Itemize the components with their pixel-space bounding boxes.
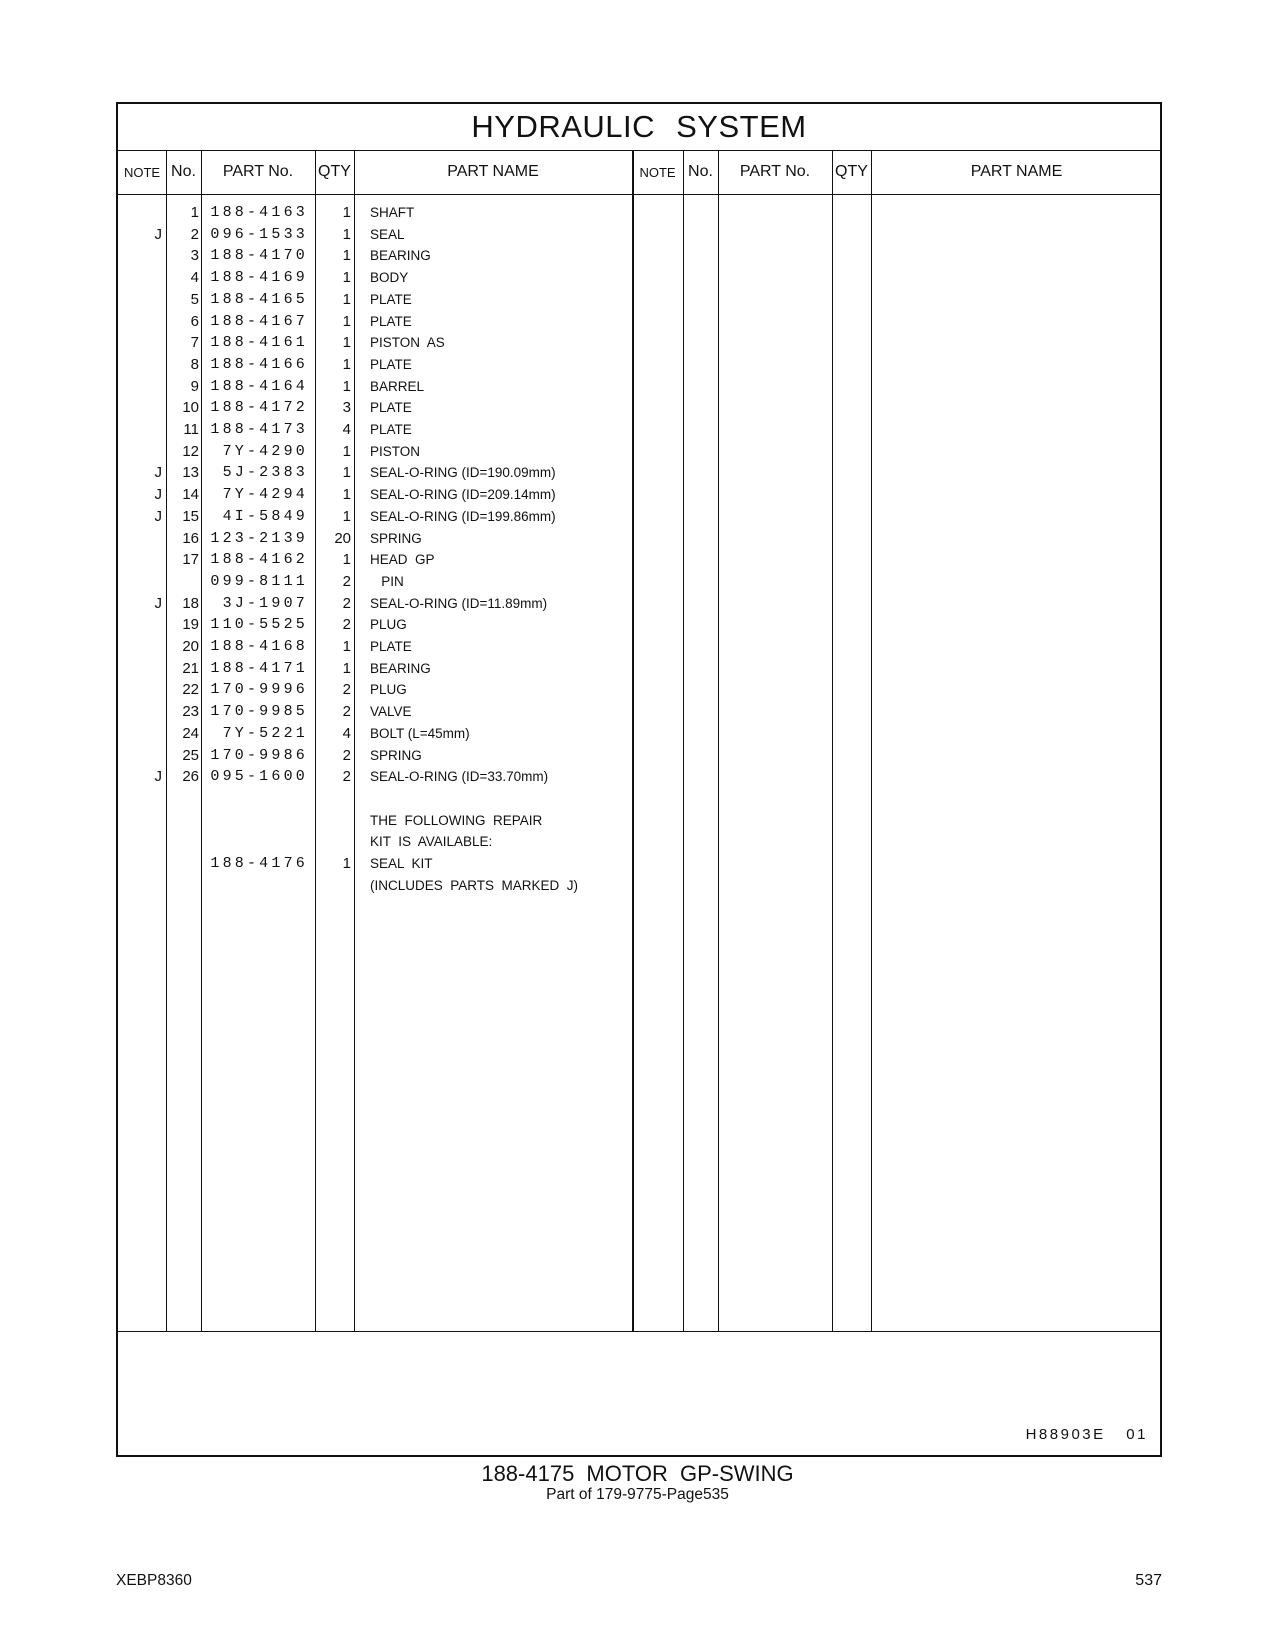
item-number-cell: 7 [190,334,199,352]
item-number-cell [170,853,199,875]
table-row [118,593,1160,615]
note-cell [118,311,162,333]
note-cell [118,332,162,354]
part-name-cell: PIN [370,573,404,589]
part-name-cell: SEAL-O-RING (ID=190.09mm) [370,465,556,481]
table-row [118,441,1160,463]
quantity-cell: 1 [342,334,351,352]
part-number-cell: 188-4170 [210,247,308,265]
item-number-cell: 26 [182,768,199,786]
item-number-cell: 16 [182,529,199,547]
header-qty: QTY [318,163,351,180]
item-number-cell: 25 [182,746,199,764]
part-number-cell: 5J-2383 [222,464,308,482]
item-number-cell: 23 [182,703,199,721]
part-name-cell: BEARING [370,248,431,264]
part-name-cell: SEAL-O-RING (ID=209.14mm) [370,487,556,503]
note-cell [118,549,162,571]
item-number-cell: 22 [182,681,199,699]
item-number-cell: 9 [190,377,199,395]
quantity-cell: 2 [342,703,351,721]
quantity-cell [322,788,351,810]
note-cell [118,202,162,224]
quantity-cell: 2 [342,616,351,634]
item-number-cell: 13 [182,464,199,482]
group-caption: 188-4175 MOTOR GP-SWING [481,1461,794,1486]
note-cell [118,745,162,767]
table-row [118,788,1160,810]
quantity-cell: 1 [342,312,351,330]
part-number-cell: 123-2139 [210,529,308,547]
table-row [118,419,1160,441]
quantity-cell: 1 [342,377,351,395]
part-name-cell: SEAL-O-RING (ID=199.86mm) [370,508,556,524]
illustration-code: H88903E 01 [1025,1426,1148,1443]
item-number-cell: 12 [182,442,199,460]
quantity-cell: 4 [342,421,351,438]
part-name-cell: PISTON [370,443,421,459]
note-cell [118,875,162,897]
quantity-cell: 1 [342,290,351,308]
table-row [118,462,1160,484]
note-cell: J [154,486,162,504]
table-row [118,506,1160,528]
quantity-cell: 1 [342,855,351,872]
item-number-cell: 17 [182,551,199,569]
part-name-cell: PISTON AS [370,335,445,351]
table-row [118,679,1160,701]
page-number: 537 [1135,1572,1162,1589]
note-cell [118,419,162,441]
quantity-cell: 1 [342,464,351,482]
part-name-cell: SEAL KIT [370,856,433,871]
quantity-cell: 1 [342,355,351,373]
item-number-cell: 19 [182,616,199,634]
part-name-cell: KIT IS AVAILABLE: [370,834,493,850]
part-number-cell: 099-8111 [210,572,308,590]
note-cell [118,289,162,311]
part-number-cell: 188-4162 [210,551,308,569]
note-cell [118,397,162,419]
part-number-cell [208,810,308,832]
part-name-cell: SHAFT [370,205,415,220]
note-cell [118,614,162,636]
note-cell [118,571,162,593]
item-number-cell: 15 [182,507,199,525]
part-number-cell: 3J-1907 [222,594,308,612]
part-name-cell: PLATE [370,291,412,307]
quantity-cell: 2 [342,746,351,764]
item-number-cell: 4 [190,269,199,287]
part-name-cell: THE FOLLOWING REPAIR [370,812,543,828]
header-qty: QTY [835,163,868,180]
table-row [118,332,1160,354]
part-name-cell: BOLT (L=45mm) [370,725,470,741]
item-number-cell [170,571,199,593]
item-number-cell: 18 [182,594,199,612]
part-name-cell: SEAL-O-RING (ID=33.70mm) [370,769,549,785]
item-number-cell: 20 [182,638,199,655]
quantity-cell: 20 [334,529,351,547]
part-name-cell: PLATE [370,400,412,416]
part-name-cell: SPRING [370,530,422,546]
header-part-name: PART NAME [447,163,539,180]
header-no: No. [171,163,196,180]
table-row [118,376,1160,398]
note-cell [118,441,162,463]
quantity-cell: 1 [342,486,351,504]
table-row [118,831,1160,853]
note-cell [118,376,162,398]
part-name-cell: PLATE [370,639,412,654]
header-note: NOTE [123,164,161,180]
table-row [118,224,1160,246]
part-number-cell: 188-4161 [210,334,308,352]
parts-table-frame [116,102,1162,1457]
table-row [118,484,1160,506]
item-number-cell: 10 [182,399,199,417]
part-number-cell: 170-9996 [210,681,308,699]
table-row [118,658,1160,680]
quantity-cell [322,810,351,832]
quantity-cell [322,875,351,897]
note-cell: J [154,594,162,612]
quantity-cell [322,831,351,853]
note-cell [118,658,162,680]
quantity-cell: 1 [342,507,351,525]
part-number-cell: 188-4171 [210,659,308,677]
note-cell: J [154,507,162,525]
quantity-cell: 1 [342,442,351,460]
section-title: HYDRAULIC SYSTEM [471,109,807,144]
part-name-cell: PLUG [370,617,407,633]
table-row [118,636,1160,658]
part-number-cell: 095-1600 [210,768,308,786]
part-name-cell: VALVE [370,704,412,720]
quantity-cell: 2 [342,572,351,590]
quantity-cell: 2 [342,594,351,612]
note-cell [118,245,162,267]
header-no: No. [688,163,713,180]
part-name-cell: PLATE [370,422,412,437]
part-name-cell: SEAL [370,226,405,242]
part-number-cell: 188-4169 [210,269,308,287]
part-name-cell: BEARING [370,660,431,676]
table-row [118,853,1160,875]
part-number-cell: 188-4167 [210,312,308,330]
note-cell [118,528,162,550]
header-note: NOTE [639,164,676,180]
item-number-cell: 24 [182,724,199,742]
part-name-cell: SEAL-O-RING (ID=11.89mm) [370,595,548,611]
note-cell [118,701,162,723]
quantity-cell: 1 [342,269,351,287]
footer-divider [118,1331,1160,1332]
part-number-cell: 7Y-4290 [222,442,308,460]
part-name-cell: (INCLUDES PARTS MARKED J) [370,877,579,893]
part-number-cell: 188-4172 [210,399,308,417]
note-cell: J [154,464,162,482]
item-number-cell [170,810,199,832]
item-number-cell: 2 [190,225,199,243]
item-number-cell: 5 [190,290,199,308]
table-row [118,549,1160,571]
table-row [118,810,1160,832]
quantity-cell: 1 [342,551,351,569]
part-number-cell: 7Y-4294 [222,486,308,504]
note-cell: J [154,768,162,786]
part-number-cell: 188-4176 [210,855,308,872]
item-number-cell: 1 [190,204,199,221]
table-row [118,289,1160,311]
note-cell [118,679,162,701]
item-number-cell: 3 [190,247,199,265]
part-number-cell: 188-4173 [210,421,308,438]
part-name-cell: BARREL [370,378,425,394]
note-cell [118,853,162,875]
part-number-cell: 188-4163 [210,204,308,221]
table-row [118,571,1160,593]
item-number-cell: 6 [190,312,199,330]
quantity-cell: 1 [342,247,351,265]
note-cell [118,788,162,810]
header-part-no: PART No. [739,163,811,180]
document-id: XEBP8360 [116,1572,192,1589]
part-number-cell: 188-4165 [210,290,308,308]
quantity-cell: 1 [342,225,351,243]
item-number-cell: 14 [182,486,199,504]
item-number-cell [170,788,199,810]
note-cell [118,267,162,289]
quantity-cell: 1 [342,638,351,655]
header-part-name: PART NAME [970,163,1063,180]
table-row [118,311,1160,333]
quantity-cell: 2 [342,768,351,786]
part-number-cell [208,788,308,810]
note-cell [118,810,162,832]
group-subcaption: Part of 179-9775-Page535 [546,1486,729,1503]
header-part-no: PART No. [222,163,294,180]
item-number-cell: 21 [182,659,199,677]
part-name-cell: SPRING [370,747,422,763]
part-number-cell: 170-9986 [210,746,308,764]
part-number-cell: 096-1533 [210,225,308,243]
part-number-cell [208,831,308,853]
table-row [118,528,1160,550]
table-row [118,397,1160,419]
table-row [118,245,1160,267]
part-number-cell: 4I-5849 [222,507,308,525]
part-name-cell [370,788,640,810]
quantity-cell: 1 [342,204,351,221]
item-number-cell: 11 [183,421,199,438]
item-number-cell [170,831,199,853]
part-name-cell: PLATE [370,356,412,372]
table-row [118,766,1160,788]
table-row [118,875,1160,897]
part-number-cell: 188-4166 [210,355,308,373]
item-number-cell [170,875,199,897]
part-name-cell: PLATE [370,313,412,329]
part-number-cell: 7Y-5221 [222,724,308,742]
part-number-cell: 188-4168 [210,638,308,655]
table-row [118,745,1160,767]
note-cell [118,831,162,853]
quantity-cell: 3 [342,399,351,417]
table-row [118,701,1160,723]
table-row [118,267,1160,289]
item-number-cell: 8 [190,355,199,373]
table-row [118,202,1160,224]
part-name-cell: HEAD GP [370,552,435,568]
quantity-cell: 1 [342,659,351,677]
part-name-cell: BODY [370,270,409,286]
note-cell [118,354,162,376]
note-cell [118,636,162,658]
part-name-cell: PLUG [370,682,407,698]
quantity-cell: 4 [342,724,351,742]
part-number-cell: 188-4164 [210,377,308,395]
note-cell: J [154,225,162,243]
note-cell [118,723,162,745]
table-row [118,354,1160,376]
header-divider [118,194,1160,195]
table-row [118,614,1160,636]
table-row [118,723,1160,745]
part-number-cell: 110-5525 [210,616,308,634]
part-number-cell: 170-9985 [210,703,308,721]
quantity-cell: 2 [342,681,351,699]
part-number-cell [208,875,308,897]
